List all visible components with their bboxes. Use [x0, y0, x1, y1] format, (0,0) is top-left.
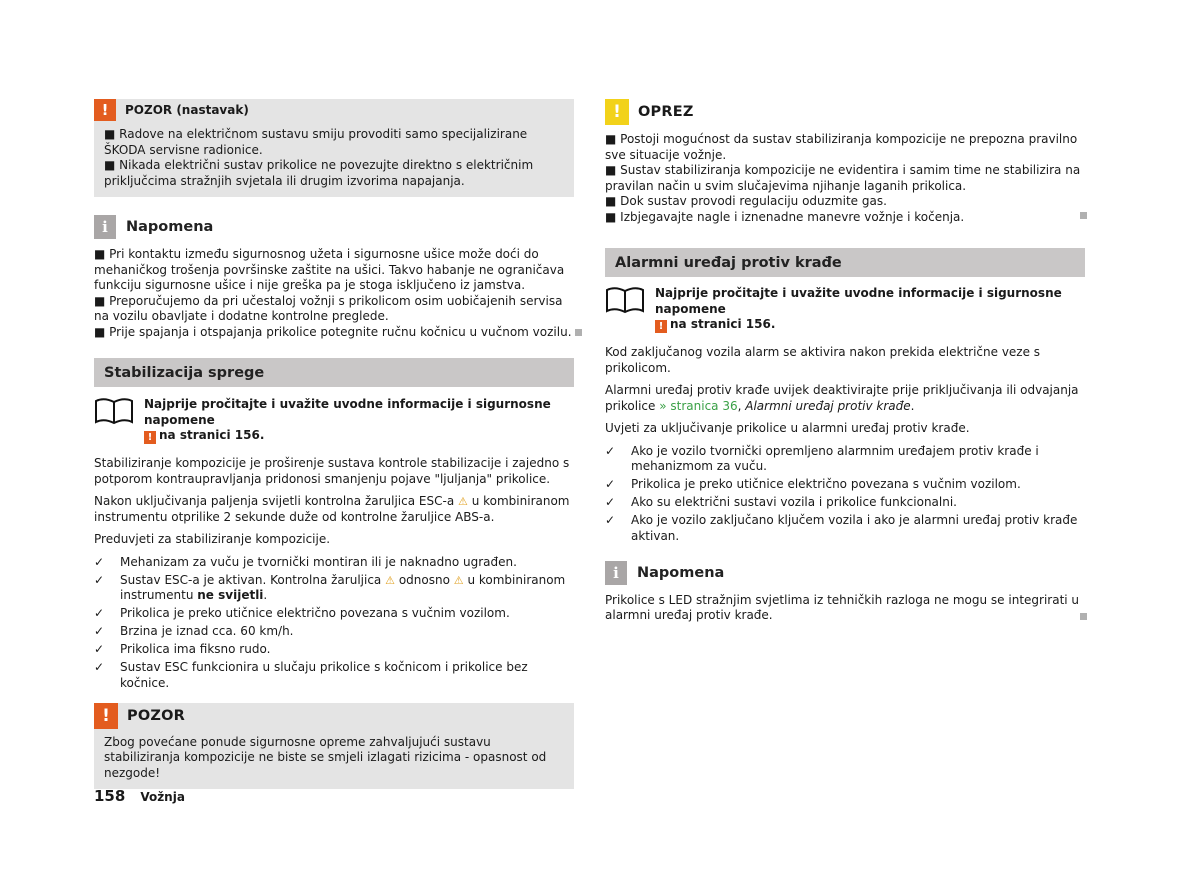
paragraph: Stabiliziranje kompozicije je proširenje sustava kontrole stabilizacije i zajedno s potporom kontraupravljanja pridonosi smanjenju pojave "ljuljanja" prikolice. — [94, 456, 570, 486]
caution-item: ■ Dok sustav provodi regulaciju oduzmite gas. — [605, 194, 887, 208]
list-item-text: Prikolica ima fiksno rudo. — [120, 642, 271, 657]
info-icon: i — [94, 215, 116, 239]
check-icon: ✓ — [94, 642, 105, 657]
check-icon: ✓ — [605, 443, 616, 458]
paragraph — [94, 494, 574, 525]
read-first-notice — [94, 397, 574, 444]
cross-reference-title: Alarmni uređaj protiv krađe — [745, 398, 911, 413]
list-item-text: Ako je vozilo tvornički opremljeno alarmnim uređajem protiv krađe i mehanizmom za vuču. — [631, 443, 1039, 474]
read-first-line1: Najprije pročitajte i uvažite uvodne informacije i sigurnosne napomene — [655, 286, 1062, 316]
section-body — [94, 456, 574, 548]
paragraph: Kod zaključanog vozila alarm se aktivira nakon prekida električne veze s prikolicom. — [605, 345, 1041, 375]
paragraph-text: u kombiniranom instrumentu otprilike 2 sekunde duže od kontrolne žaruljice ABS-a. — [94, 494, 570, 524]
list-item — [605, 495, 1085, 511]
list-item-text: Mehanizam za vuču je tvornički montiran ili je naknadno ugrađen. — [120, 554, 517, 569]
warning-box-title: POZOR (nastavak) — [125, 103, 249, 117]
list-item-text: Prikolica je preko utičnice električno povezana s vučnim vozilom. — [631, 477, 1021, 492]
end-of-section-marker — [575, 329, 582, 336]
check-icon: ✓ — [94, 660, 105, 675]
page-footer — [94, 787, 185, 805]
paragraph-text: . — [910, 398, 915, 413]
read-first-line1: Najprije pročitajte i uvažite uvodne informacije i sigurnosne napomene — [144, 397, 551, 427]
list-item-text: Brzina je iznad cca. 60 km/h. — [120, 624, 294, 639]
warning-icon-small: ! — [144, 431, 156, 444]
caution-title: OPREZ — [638, 104, 694, 120]
warning-icon: ! — [94, 99, 116, 121]
warning-box-continued — [94, 99, 574, 197]
note-title: Napomena — [637, 564, 725, 581]
list-item-text: Prikolica je preko utičnice električno povezana s vučnim vozilom. — [120, 606, 510, 621]
conditions-list — [605, 444, 1085, 545]
check-icon: ✓ — [94, 554, 105, 569]
read-first-notice — [605, 286, 1085, 333]
list-item — [605, 477, 1085, 493]
paragraph-text: Nakon uključivanja paljenja svijetli kontrolna žaruljica ESC-a — [94, 494, 455, 509]
info-icon: i — [605, 561, 627, 585]
paragraph-text: Alarmni uređaj protiv krađe uvijek deaktivirajte prije priključivanja ili odvajanja prikolice — [605, 383, 1079, 413]
list-item-text: u kombiniranom instrumentu — [120, 572, 566, 603]
caution-icon: ! — [605, 99, 629, 125]
esc-lamp-icon: ⚠ — [458, 495, 468, 509]
note-header — [94, 215, 574, 239]
list-item-text: Sustav ESC funkcionira u slučaju prikolice s kočnicom i prikolice bez kočnice. — [120, 660, 528, 690]
paragraph: Preduvjeti za stabiliziranje kompozicije. — [94, 532, 331, 547]
end-of-section-marker — [1080, 613, 1087, 620]
chapter-name: Vožnja — [140, 790, 185, 804]
section-body — [605, 345, 1085, 437]
read-first-page-ref[interactable]: na stranici 156. — [670, 317, 776, 331]
section-header-stabilization: Stabilizacija sprege — [94, 358, 574, 387]
read-first-text — [655, 286, 1085, 333]
paragraph-text: , — [737, 398, 746, 413]
check-icon: ✓ — [605, 495, 616, 510]
check-icon: ✓ — [94, 572, 105, 587]
read-first-page-ref[interactable]: na stranici 156. — [159, 428, 265, 442]
caution-item: ■ Sustav stabiliziranja kompozicije ne evidentira i samim time ne stabilizira na pravilan način u svim slučajevima njihanje laganih prikolica. — [605, 163, 1081, 193]
end-of-section-marker — [1080, 212, 1087, 219]
right-column — [605, 99, 1085, 624]
list-item — [94, 642, 574, 658]
list-item — [94, 606, 574, 622]
section-header-alarm: Alarmni uređaj protiv krađe — [605, 248, 1085, 277]
esc-lamp-icon: ⚠ — [385, 573, 395, 587]
caution-item: ■ Postoji mogućnost da sustav stabiliziranja kompozicije ne prepozna pravilno sve situacije vožnje. — [605, 132, 1078, 162]
list-item — [605, 444, 1085, 475]
list-item — [94, 660, 574, 691]
book-icon — [605, 286, 645, 314]
warning-icon-small: ! — [655, 320, 667, 333]
note-item-text: ■ Prije spajanja i otspajanja prikolice potegnite ručnu kočnicu u vučnom vozilu. — [94, 324, 572, 339]
caution-body — [605, 132, 1085, 225]
warning-item: ■ Radove na električnom sustavu smiju provoditi samo specijalizirane ŠKODA servisne radionice. — [104, 127, 528, 157]
warning-text: Zbog povećane ponude sigurnosne opreme zahvaljujući sustavu stabiliziranja kompozicije ne biste se smjeli izlagati rizicima - opasnost od nezgode! — [104, 734, 547, 780]
check-icon: ✓ — [94, 624, 105, 639]
note-body — [605, 593, 1085, 624]
esc-off-lamp-icon: ⚠ — [453, 573, 464, 587]
list-item-text: Sustav ESC-a je aktivan. Kontrolna žaruljica — [120, 572, 382, 587]
note-item — [94, 325, 574, 341]
caution-item: ■ Izbjegavajte nagle i iznenadne manevre vožnje i kočenja. — [605, 209, 965, 224]
note-item: ■ Pri kontaktu između sigurnosnog užeta i sigurnosne ušice može doći do mehaničkog trošenja površinske zaštite na ušici. Takvo habanje ne ograničava funkciju sigurnosne ušice i nije greška pa je stoga isključeno iz jamstva. — [94, 247, 565, 292]
warning-box — [94, 703, 574, 790]
caution-block — [605, 99, 1085, 225]
book-icon — [94, 397, 134, 425]
preconditions-list — [94, 555, 574, 692]
read-first-text — [144, 397, 574, 444]
check-icon: ✓ — [605, 513, 616, 528]
paragraph: Uvjeti za uključivanje prikolice u alarmni uređaj protiv krađe. — [605, 421, 970, 436]
list-item-emphasis: ne svijetli — [197, 588, 264, 603]
page-number: 158 — [94, 787, 126, 805]
note-item: ■ Preporučujemo da pri učestaloj vožnji s prikolicom osim uobičajenih servisa na vozilu obavljate i dodatne kontrolne preglede. — [94, 293, 563, 323]
check-icon: ✓ — [94, 606, 105, 621]
note-header — [605, 561, 1085, 585]
warning-box-body — [94, 121, 574, 189]
note-body — [94, 247, 574, 340]
warning-box-title: POZOR — [127, 707, 185, 724]
warning-item: ■ Nikada električni sustav prikolice ne povezujte direktno s električnim priključcima stražnjih svjetala ili drugim izvorima napajanja. — [104, 158, 534, 188]
list-item-text: Ako je vozilo zaključano ključem vozila i ako je alarmni uređaj protiv krađe aktivan. — [631, 513, 1078, 543]
warning-box-body — [94, 729, 574, 782]
note-title: Napomena — [126, 219, 214, 235]
note-text: Prikolice s LED stražnjim svjetlima iz tehničkih razloga ne mogu se integrirati u alarmni uređaj protiv krađe. — [605, 592, 1080, 623]
paragraph — [605, 383, 1085, 414]
list-item-text: odnosno — [398, 572, 450, 587]
warning-icon: ! — [94, 703, 118, 729]
list-item — [605, 513, 1085, 544]
list-item-text: Ako su električni sustavi vozila i prikolice funkcionalni. — [631, 495, 957, 510]
caution-header — [605, 99, 1085, 125]
warning-box-header — [94, 99, 574, 121]
list-item: ✓ Sustav ESC-a je aktivan. Kontrolna žaruljica ⚠ odnosno ⚠ u kombiniranom instrumentu ne svijetli. — [94, 572, 566, 603]
page-link[interactable]: » stranica 36 — [659, 398, 738, 413]
left-column — [94, 99, 574, 789]
warning-box-header — [94, 703, 574, 729]
list-item — [94, 555, 574, 571]
list-item — [94, 624, 574, 640]
check-icon: ✓ — [605, 477, 616, 492]
